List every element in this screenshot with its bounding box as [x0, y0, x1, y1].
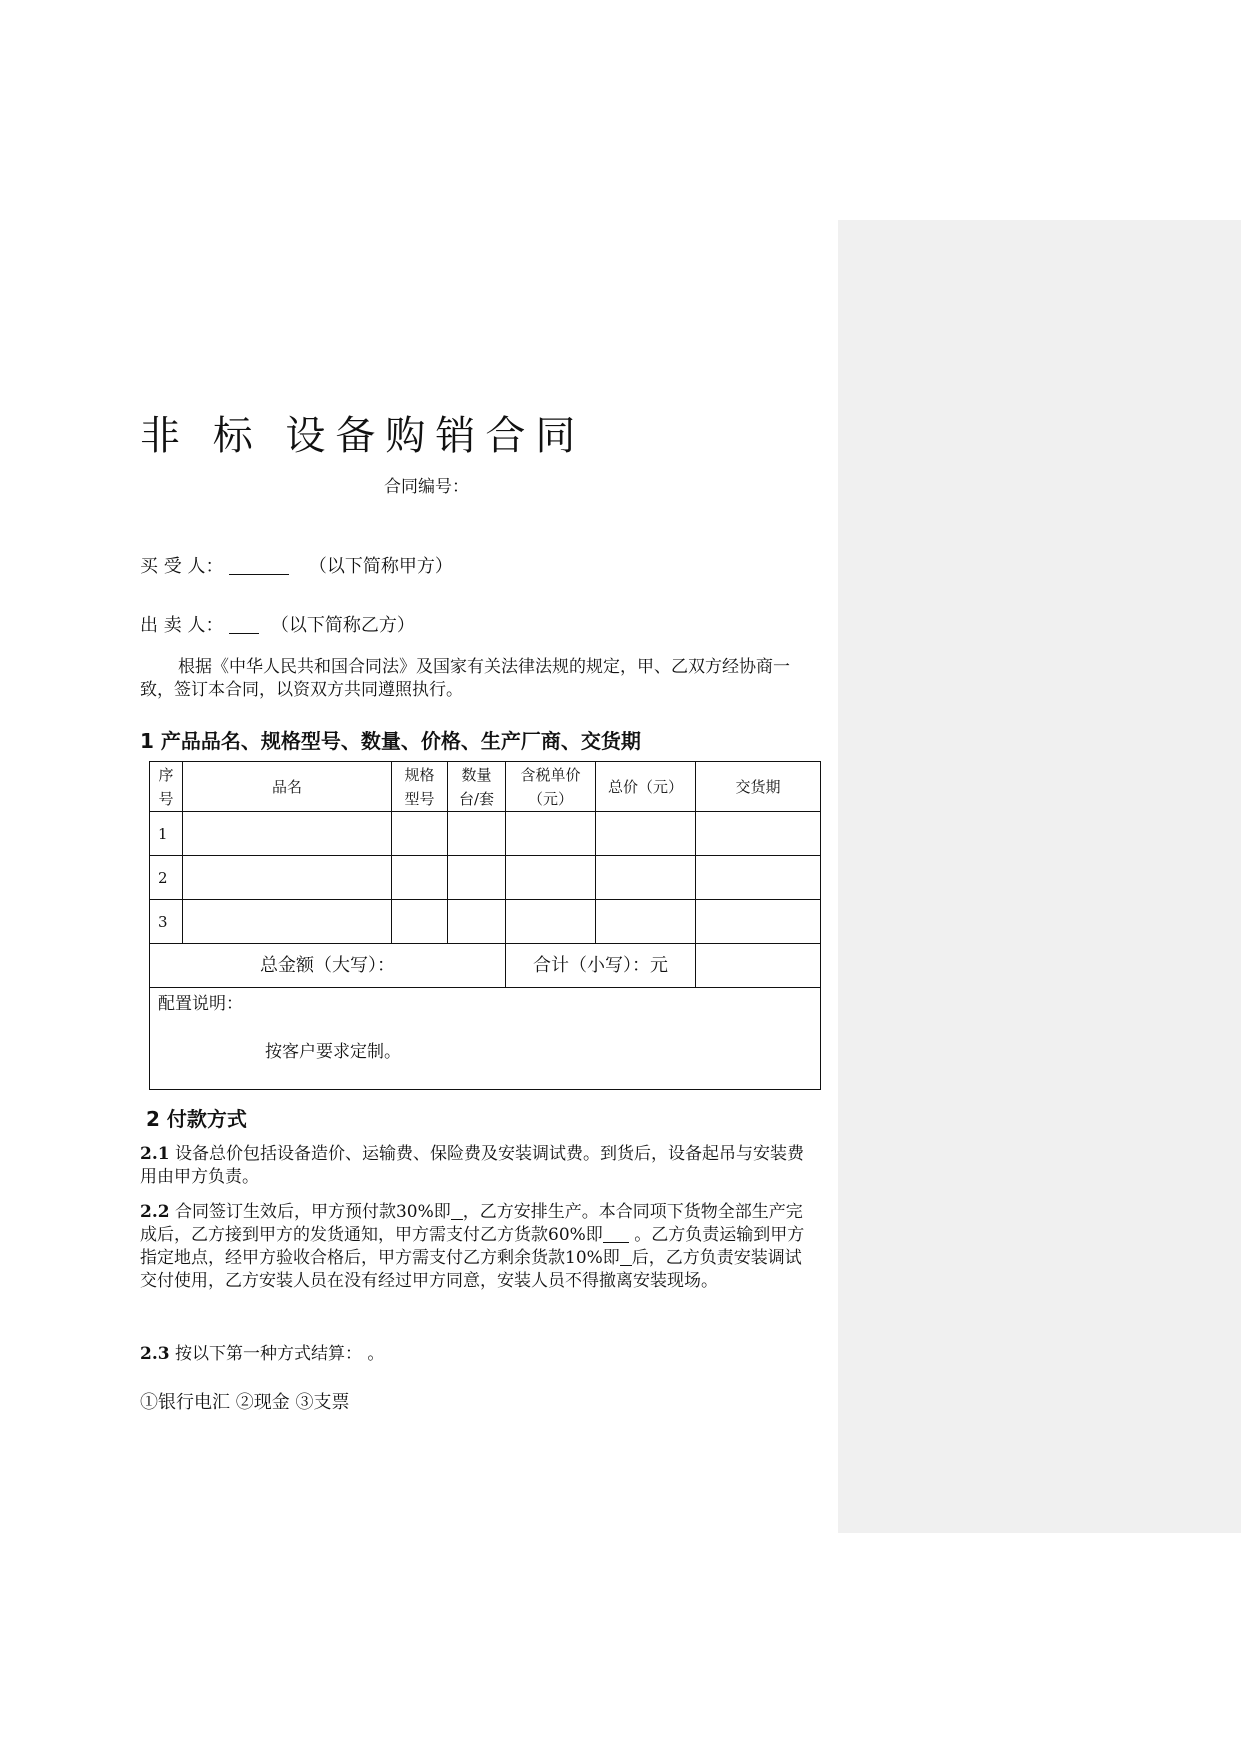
clause-number: 2.1 [140, 1144, 170, 1164]
row-cell[interactable] [696, 856, 821, 900]
clause-text: ，乙方安排生产。本合同项下货物全部生产完成后，乙方接到甲方的发货通知，甲方需支付乙方货款60%即 [140, 1202, 803, 1245]
table-row [150, 856, 821, 900]
clause-number: 2.3 [140, 1344, 170, 1364]
row-cell[interactable] [596, 856, 696, 900]
clause-2-1 [140, 1143, 816, 1189]
config-cell [150, 988, 821, 1090]
row-cell[interactable] [506, 856, 596, 900]
total-upper-label: 总金额（大写）： [150, 944, 506, 988]
intro-paragraph: 根据《中华人民共和国合同法》及国家有关法律法规的规定，甲、乙双方经协商一致，签订本合同，以资双方共同遵照执行。 [140, 657, 790, 700]
seller-blank[interactable] [229, 615, 259, 634]
header-delivery: 交货期 [696, 762, 821, 812]
table-config-row [150, 988, 821, 1090]
row-seq: 1 [150, 812, 183, 856]
row-cell[interactable] [596, 812, 696, 856]
seller-note: （以下简称乙方） [270, 615, 415, 636]
header-unit-price: 含税单价 （元） [506, 762, 596, 812]
row-cell[interactable] [183, 856, 392, 900]
row-cell[interactable] [448, 900, 506, 944]
row-cell[interactable] [392, 900, 448, 944]
section2-heading: 2 付款方式 [146, 1107, 247, 1131]
table-row [150, 812, 821, 856]
header-total: 总价（元） [596, 762, 696, 812]
buyer-line [140, 552, 453, 578]
row-cell[interactable] [448, 856, 506, 900]
header-qty: 数量 台/套 [448, 762, 506, 812]
clause-text: 合同签订生效后，甲方预付款30%即 [174, 1202, 451, 1222]
clause-2-3 [140, 1343, 816, 1366]
header-seq: 序 号 [150, 762, 183, 812]
table-header-row [150, 762, 821, 812]
row-cell[interactable] [183, 900, 392, 944]
clause-text: 按以下第一种方式结算： 。 [174, 1344, 385, 1364]
clause-2-2 [140, 1201, 816, 1293]
buyer-label: 买 受 人： [140, 556, 224, 577]
clause-text: 后，乙方负责安装调试交付使用，乙方安装人员在没有经过甲方同意，安装人员不得撤离安装现场。 [140, 1248, 802, 1291]
header-name: 品名 [183, 762, 392, 812]
row-cell[interactable] [392, 812, 448, 856]
table-total-row [150, 944, 821, 988]
row-cell[interactable] [506, 900, 596, 944]
config-text: 按客户要求定制。 [265, 1042, 401, 1062]
row-seq: 3 [150, 900, 183, 944]
document-title: 非 标 设备购销合同 [140, 413, 586, 459]
buyer-note: （以下简称甲方） [308, 556, 453, 577]
row-cell[interactable] [392, 856, 448, 900]
payment-blank[interactable] [603, 1224, 629, 1243]
prepayment-blank[interactable] [451, 1201, 463, 1220]
clause-text: 设备总价包括设备造价、运输费、保险费及安装调试费。到货后，设备起吊与安装费用由甲方负责。 [140, 1144, 804, 1187]
product-table [149, 761, 821, 1090]
seller-label: 出 卖 人： [140, 615, 224, 636]
header-spec: 规格 型号 [392, 762, 448, 812]
section1-heading: 1 产品品名、规格型号、数量、价格、生产厂商、交货期 [140, 729, 641, 753]
balance-blank[interactable] [620, 1247, 632, 1266]
seller-line [140, 611, 415, 637]
row-cell[interactable] [448, 812, 506, 856]
table-row [150, 900, 821, 944]
contract-number-label: 合同编号： [384, 477, 469, 497]
row-cell[interactable] [183, 812, 392, 856]
payment-options: ①银行电汇 ②现金 ③支票 [140, 1392, 350, 1413]
total-lower-label: 合计（小写）：元 [506, 944, 696, 988]
clause-number: 2.2 [140, 1202, 170, 1222]
row-cell[interactable] [696, 900, 821, 944]
buyer-blank[interactable] [229, 556, 289, 575]
config-label: 配置说明： [158, 994, 243, 1014]
row-cell[interactable] [506, 812, 596, 856]
row-cell[interactable] [596, 900, 696, 944]
row-cell[interactable] [696, 812, 821, 856]
row-seq: 2 [150, 856, 183, 900]
comment-pane [838, 220, 1241, 1533]
clause-text: 。乙方负责运输到甲方指定地点，经甲方验收合格后，甲方需支付乙方剩余货款10%即 [140, 1225, 805, 1268]
total-value-cell[interactable] [696, 944, 821, 988]
